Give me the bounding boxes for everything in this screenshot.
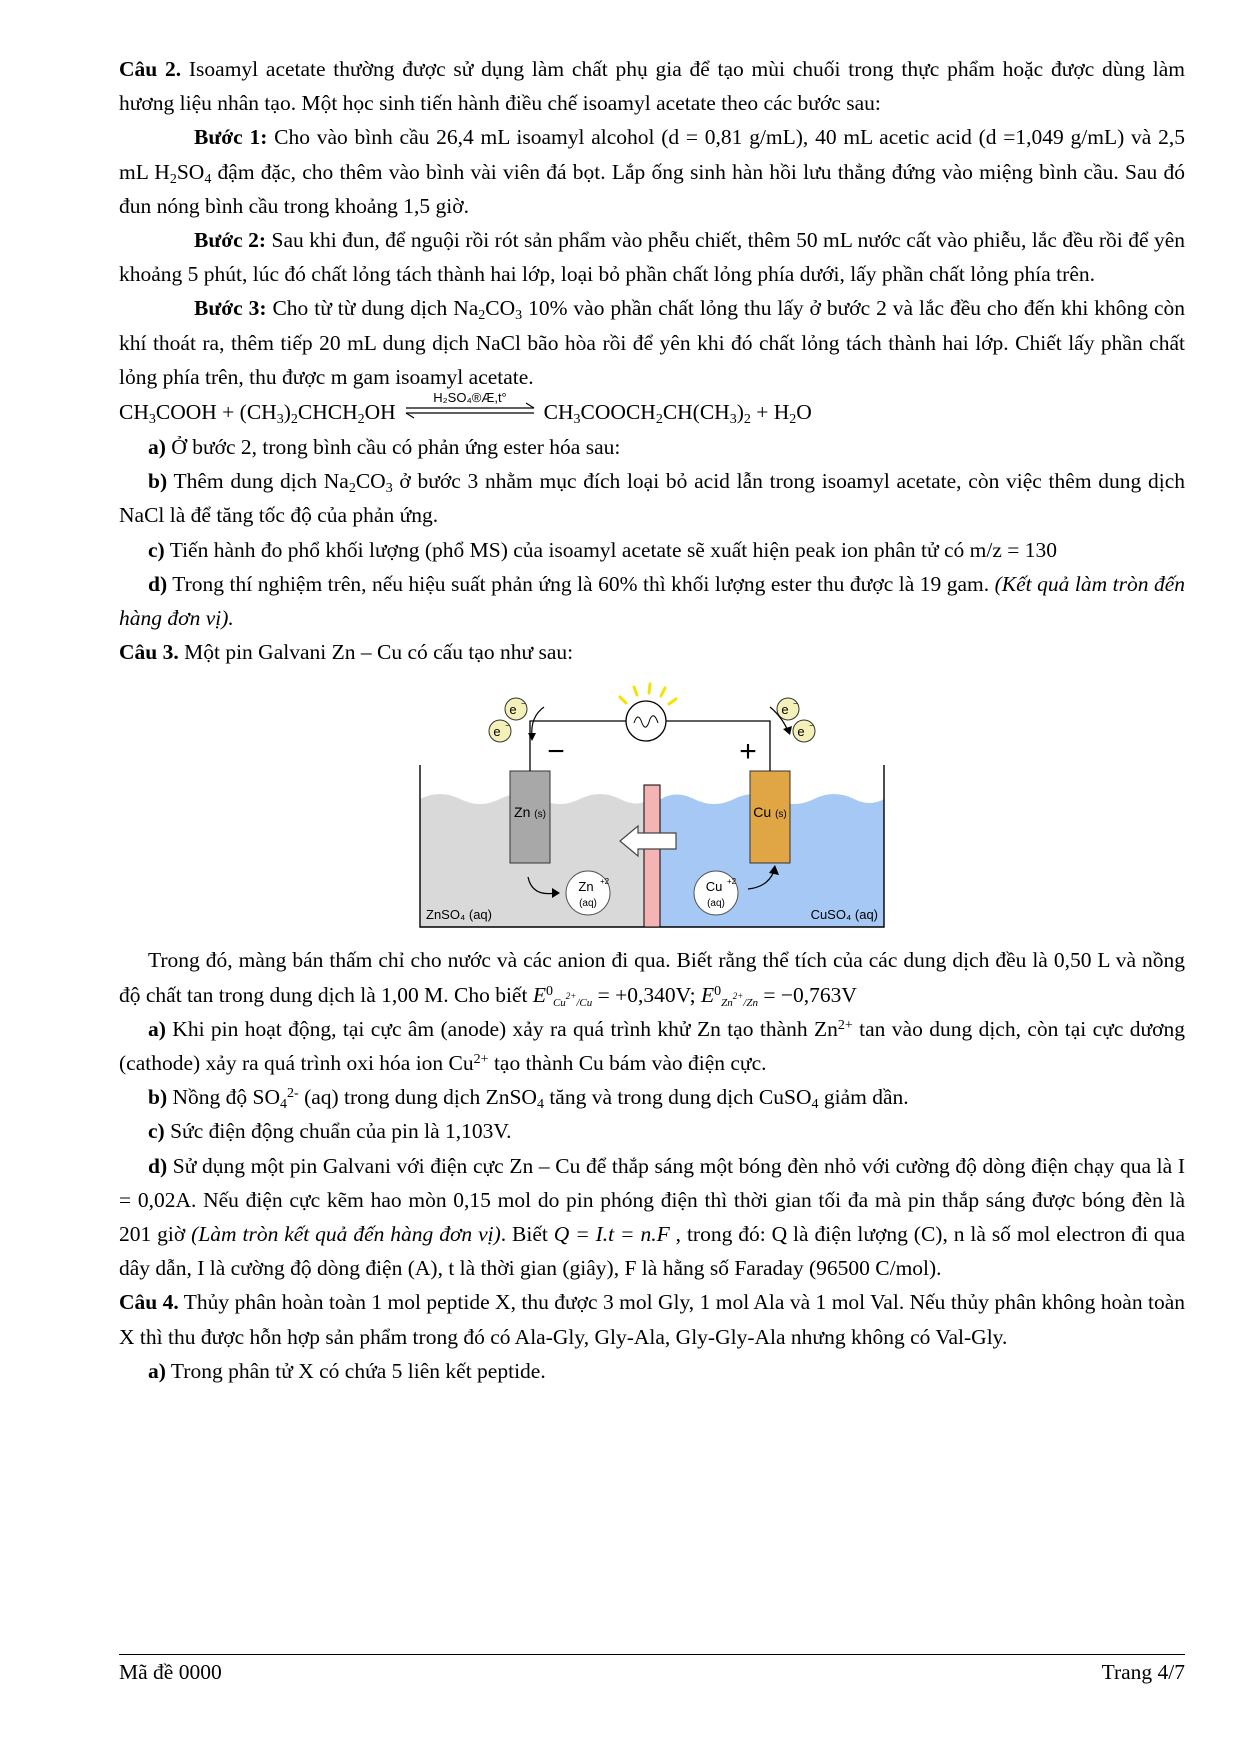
reaction-condition: H₂SO₄®Æ,t° xyxy=(432,389,507,405)
q2-intro: Câu 2. Isoamyl acetate thường được sử dụng làm chất phụ gia để tạo mùi chuối trong thực phẩm hoặc được dùng làm hương liệu nhân tạo. Một học sinh tiến hành điều chế isoamyl acetate theo các bước sau: xyxy=(119,57,1186,116)
q3-description: Trong đó, màng bán thấm chỉ cho nước và các anion đi qua. Biết rằng thể tích của các dung dịch đều là 0,50 L và nồng độ chất tan trong dung dịch là 1,00 M. Cho biết $E^0_{Cu^{2+}/Cu} = +0,340V$; $E^0_{Zn^{2+}/Zn} = -0,763V$ xyxy=(119,948,1185,1009)
standard-potential-zn: $E^0_{Zn^{2+}/Zn} = -0,763V$ xyxy=(700,982,857,1009)
q3-intro: Câu 3. Một pin Galvani Zn – Cu có cấu tạo như sau: xyxy=(119,640,574,665)
electron-right-1 xyxy=(777,698,799,720)
q2-heading: Câu 2. xyxy=(119,57,182,81)
svg-text:+2: +2 xyxy=(727,877,737,887)
q4-heading: Câu 4. xyxy=(119,1290,179,1315)
zinc-ion xyxy=(566,871,610,915)
q2-step3: Bước 3: Cho từ từ dung dịch $Na_2CO_3$ 10% vào phần chất lỏng thu lấy ở bước 2 và lắc đều cho đến khi không còn khí thoát ra, thêm tiếp 20 mL dung dịch NaCl bão hòa rồi để yên khi đó chất lỏng tách thành hai lớp. Chiết lấy phần chất lỏng phía trên, thu được m gam isoamyl acetate. xyxy=(119,296,1185,389)
esterification-equation xyxy=(119,389,1185,430)
svg-text:Zn: Zn xyxy=(578,879,594,895)
q2-statement-b: b) Thêm dung dịch $Na_2CO_3$ ở bước 3 nhằm mục đích loại bỏ acid lẫn trong isoamyl acetate, còn việc thêm dung dịch NaCl là để tăng tốc độ của phản ứng. xyxy=(119,469,1185,528)
equilibrium-arrow xyxy=(404,390,536,434)
svg-text:(aq): (aq) xyxy=(579,898,597,910)
q2-statement-d: d) Trong thí nghiệm trên, nếu hiệu suất phản ứng là 60% thì khối lượng ester thu được là 19 gam. (Kết quả làm tròn đến hàng đơn vị). xyxy=(119,571,1185,631)
svg-text:−: − xyxy=(793,699,798,709)
svg-text:e: e xyxy=(509,702,517,718)
q2-statement-a: a) Ở bước 2, trong bình cầu có phản ứng ester hóa sau: xyxy=(148,435,621,460)
document-page xyxy=(119,52,1185,1388)
svg-text:e: e xyxy=(797,724,805,740)
q4-intro: Câu 4. Thủy phân hoàn toàn 1 mol peptide X, thu được 3 mol Gly, 1 mol Ala và 1 mol Val. Nếu thủy phân không hoàn toàn X thì thu được hỗn hợp sản phẩm trong đó có Ala-Gly, Gly-Ala, Gly-Gly-Ala nhưng không có Val-Gly. xyxy=(119,1290,1185,1349)
negative-terminal: − xyxy=(547,735,565,769)
positive-terminal: + xyxy=(739,735,757,769)
q3-statement-c: c) Sức điện động chuẩn của pin là 1,103V. xyxy=(148,1119,512,1144)
svg-text:−: − xyxy=(521,699,526,709)
charge-formula: Q = I.t = n.F xyxy=(553,1222,670,1247)
light-bulb xyxy=(626,701,666,741)
standard-potential-cu: $E^0_{Cu^{2+}/Cu} = +0,340V$ xyxy=(532,982,690,1009)
copper-ion xyxy=(694,871,738,915)
page-number: Trang 4/7 xyxy=(1101,1660,1185,1684)
galvanic-cell-diagram xyxy=(412,681,892,937)
svg-text:+2: +2 xyxy=(600,877,610,887)
svg-text:Cu: Cu xyxy=(705,879,723,895)
electron-left-1 xyxy=(505,698,527,720)
svg-text:(aq): (aq) xyxy=(707,898,725,910)
q3-statement-d: d) Sử dụng một pin Galvani với điện cực Zn – Cu để thắp sáng một bóng đèn nhỏ với cường độ dòng điện chạy qua là I = 0,02A. Nếu điện cực kẽm hao mòn 0,15 mol do pin phóng điện thì thời gian tối đa mà pin thắp sáng được bóng đèn là 201 giờ (Làm tròn kết quả đến hàng đơn vị). Biết Q = I.t = n.F , trong đó: Q là điện lượng (C), n là số mol electron đi qua dây dẫn, I là cường độ dòng điện (A), t là thời gian (giây), F là hằng số Faraday (96500 C/mol). xyxy=(119,1153,1186,1281)
q4-statement-a: a) Trong phân tử X có chứa 5 liên kết peptide. xyxy=(148,1358,546,1383)
q2-step2: Bước 2: Sau khi đun, để nguội rồi rót sản phẩm vào phễu chiết, thêm 50 mL nước cất vào phiễu, lắc đều rồi để yên khoảng 5 phút, lúc đó chất lỏng tách thành hai lớp, loại bỏ phần chất lỏng phía dưới, lấy phần chất lỏng phía trên. xyxy=(119,228,1185,287)
svg-text:e: e xyxy=(781,702,789,718)
reactants: $CH_3COOH$ + $(CH_3)_2CHCH_2OH$ xyxy=(119,399,396,427)
q3-heading: Câu 3. xyxy=(119,640,179,665)
electron-right-2 xyxy=(793,720,815,742)
page-footer xyxy=(119,1654,1185,1685)
q3-statement-b: b) Nồng độ $SO_4^{2-}$ (aq) trong dung dịch ZnSO$_4$ tăng và trong dung dịch CuSO$_4$ giảm dần. xyxy=(148,1085,909,1113)
svg-text:−: − xyxy=(505,721,510,731)
q2-statement-c: c) Tiến hành đo phổ khối lượng (phổ MS) của isoamyl acetate sẽ xuất hiện peak ion phân tử có m/z = 130 xyxy=(148,537,1058,562)
svg-text:−: − xyxy=(809,721,814,731)
electron-left-2 xyxy=(489,720,511,742)
q3-statement-a: a) Khi pin hoạt động, tại cực âm (anode) xảy ra quá trình khử Zn tạo thành $Zn^{2+}$ tan vào dung dịch, còn tại cực dương (cathode) xảy ra quá trình oxi hóa ion $Cu^{2+}$ tạo thành Cu bám vào điện cực. xyxy=(119,1016,1186,1076)
q2-step1: Bước 1: Cho vào bình cầu 26,4 mL isoamyl alcohol (d = 0,81 g/mL), 40 mL acetic acid (d =1,049 g/mL) và 2,5 mL $H_2SO_4$ đậm đặc, cho thêm vào bình vài viên đá bọt. Lắp ống sinh hàn hồi lưu thẳng đứng vào miệng bình cầu. Sau đó đun nóng bình cầu trong khoảng 1,5 giờ. xyxy=(119,125,1185,218)
svg-text:Zn (s): Zn (s) xyxy=(514,804,546,821)
znso4-label: ZnSO₄ (aq) xyxy=(426,907,492,923)
products: $CH_3COOCH_2CH(CH_3)_2 + H_2O$ xyxy=(543,399,812,427)
galvanic-cell-diagram-wrapper xyxy=(119,669,1185,943)
svg-text:Cu (s): Cu (s) xyxy=(753,804,787,821)
svg-text:e: e xyxy=(493,724,501,740)
salt-bridge-membrane xyxy=(644,785,660,927)
exam-code: Mã đề 0000 xyxy=(119,1660,222,1684)
cuso4-label: CuSO₄ (aq) xyxy=(810,907,878,923)
